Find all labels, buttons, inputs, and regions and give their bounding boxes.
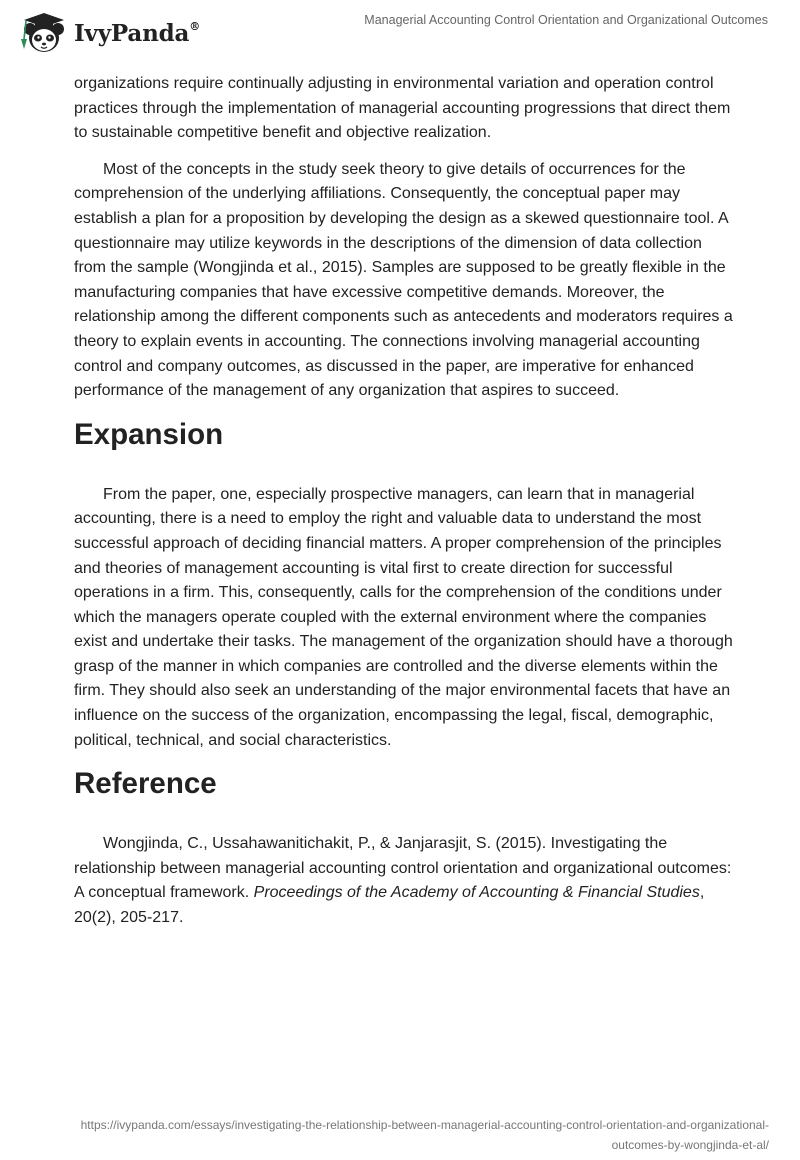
registered-mark: ® <box>189 19 200 33</box>
panda-graduate-icon <box>16 9 72 57</box>
source-url[interactable]: https://ivypanda.com/essays/investigating-the-relationship-between-managerial-accounting-control-orientation-and-organizational-outcomes-by-wongjinda-et-al/ <box>80 1118 769 1152</box>
logo-text <box>74 20 200 47</box>
essay-body <box>74 72 734 943</box>
paragraph-expansion: From the paper, one, especially prospective managers, can learn that in managerial accounting, there is a need to employ the right and valuable data to understand the most successful approach of deciding financial matters. A proper comprehension of the principles and theories of management accounting is vital first to create direction for successful operations in a firm. This, consequently, calls for the comprehension of the conditions under which the managers operate coupled with the external environment where the companies exist and undertake their tasks. The management of the organization should have a thorough grasp of the manner in which companies are controlled and the diverse elements within the firm. They should also seek an understanding of the major environmental facets that have an influence on the success of the organization, encompassing the legal, fiscal, demographic, political, technical, and social characteristics. <box>74 485 733 749</box>
reference-journal: Proceedings of the Academy of Accounting & Financial Studies <box>253 884 700 902</box>
document-title: Managerial Accounting Control Orientation and Organizational Outcomes <box>364 13 768 27</box>
ivypanda-logo[interactable] <box>16 9 200 57</box>
paragraph-concepts: Most of the concepts in the study seek theory to give details of occurrences for the comprehension of the underlying affiliations. Consequently, the conceptual paper may establish a plan for a proposition by developing the design as a skewed questionnaire tool. A questionnaire may utilize keywords in the descriptions of the dimension of data collection from the sample (Wongjinda et al., 2015). Samples are supposed to be greatly flexible in the manufacturing companies that have excessive competitive demands. Moreover, the relationship among the different components such as antecedents and moderators requires a theory to explain events in accounting. The connections involving managerial accounting control and company outcomes, as discussed in the paper, are imperative for enhanced performance of the management of any organization that aspires to succeed. <box>74 160 733 400</box>
reference-entry <box>74 832 734 930</box>
heading-reference: Reference <box>74 767 217 801</box>
reference-authors: Wongjinda, C., Ussahawanitichakit, P., & Janjarasjit, S. (2015). Investigating the relationship between managerial accounting control orientation and organizational outcomes: A conceptual framework. <box>74 835 732 902</box>
paragraph-continued: organizations require continually adjusting in environmental variation and operation control practices through the implementation of managerial accounting progressions that direct them to sustainable competitive benefit and objective realization. <box>74 75 731 142</box>
page-header <box>0 0 800 64</box>
heading-expansion: Expansion <box>74 417 224 451</box>
reference-details: , 20(2), 205-217. <box>74 884 705 927</box>
logo-name: IvyPanda <box>74 19 190 47</box>
